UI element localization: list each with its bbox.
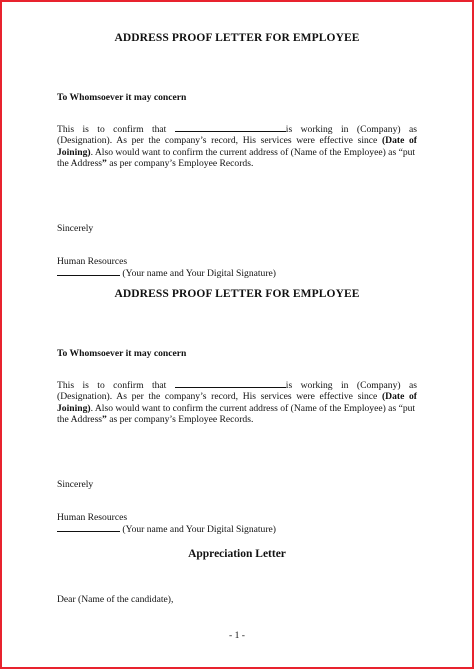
signature-blank: [57, 523, 120, 532]
body-line-3: Joining). Also would want to confirm the current address of (Name of the Employee) as “put: [57, 402, 416, 414]
closing-1: Sincerely: [57, 223, 94, 234]
appreciation-title: Appreciation Letter: [188, 548, 286, 560]
closing-2: Sincerely: [57, 479, 94, 490]
department-1: Human Resources: [57, 256, 128, 267]
page-number: - 1 -: [229, 630, 245, 641]
body-line-4: the Address” as per company’s Employee Records.: [57, 414, 254, 426]
department-2: Human Resources: [57, 512, 128, 523]
letter-body-2: [57, 379, 417, 426]
signature-line-2: (Your name and Your Digital Signature): [57, 523, 276, 535]
body-line-1: This is to confirm that is working in (Company) as: [57, 380, 417, 391]
salutation: Dear (Name of the candidate),: [57, 594, 174, 605]
greeting-2: To Whomsoever it may concern: [57, 348, 187, 359]
body-line-2: (Designation). As per the company’s record, His services were effective since (Date of: [57, 135, 417, 147]
body-line-1: This is to confirm that is working in (Company) as: [57, 124, 417, 135]
signature-line-1: (Your name and Your Digital Signature): [57, 267, 276, 279]
employee-name-blank: [175, 123, 286, 132]
body-line-3: Joining). Also would want to confirm the current address of (Name of the Employee) as “put: [57, 146, 416, 158]
letter-title-1: ADDRESS PROOF LETTER FOR EMPLOYEE: [114, 32, 360, 44]
employee-name-blank: [175, 379, 286, 388]
letter-title-2: ADDRESS PROOF LETTER FOR EMPLOYEE: [114, 288, 360, 300]
greeting-1: To Whomsoever it may concern: [57, 92, 187, 103]
letter-body-1: [57, 123, 417, 170]
body-line-4: the Address” as per company’s Employee Records.: [57, 158, 254, 170]
signature-blank: [57, 267, 120, 276]
body-line-2: (Designation). As per the company’s record, His services were effective since (Date of: [57, 391, 417, 403]
